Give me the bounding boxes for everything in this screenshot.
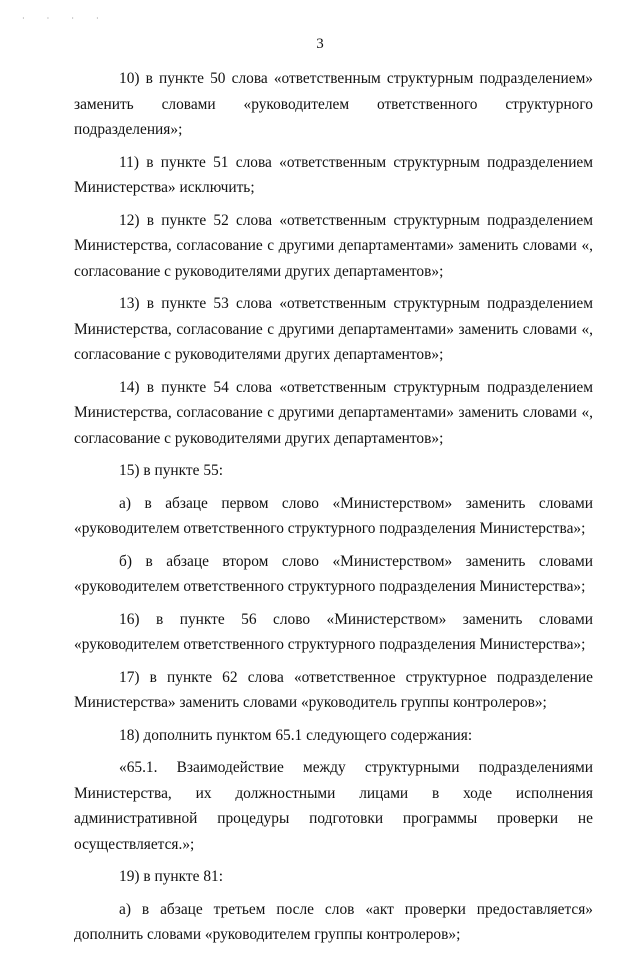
paragraph-item-14: 14) в пункте 54 слова «ответственным структурным подразделением Министерства, согласование с другими департаментами» заменить словами «, согласование с руководителями других департаментов»; — [74, 378, 593, 447]
paragraph-item-15b: б) в абзаце втором слово «Министерством» заменить словами «руководителем ответственного структурного подразделения Министерства»; — [74, 552, 593, 595]
paragraph-item-12: 12) в пункте 52 слова «ответственным структурным подразделением Министерства, согласование с другими департаментами» заменить словами «, согласование с руководителями других департаментов»; — [74, 211, 593, 280]
paragraph-item-18: 18) дополнить пунктом 65.1 следующего содержания: — [119, 726, 473, 744]
document-body — [74, 66, 593, 955]
paragraph-item-13: 13) в пункте 53 слова «ответственным структурным подразделением Министерства, согласование с другими департаментами» заменить словами «, согласование с руководителями других департаментов»; — [74, 295, 593, 363]
paragraph-item-16: 16) в пункте 56 слово «Министерством» заменить словами «руководителем ответственного структурного подразделения Министерства»; — [74, 610, 593, 653]
paragraph-item-19a: а) в абзаце третьем после слов «акт проверки предоставляется» дополнить словами «руководителем группы контролеров»; — [74, 900, 593, 943]
paragraph-item-15: 15) в пункте 55: — [119, 462, 223, 479]
scan-artifact: · · · · — [22, 14, 109, 23]
paragraph-item-11: 11) в пункте 51 слова «ответственным структурным подразделением Министерства» исключить; — [74, 153, 593, 196]
page-number: 3 — [316, 36, 324, 52]
paragraph-item-10: 10) в пункте 50 слова «ответственным структурным подразделением» заменить словами «руководителем ответственного структурного подразделения»; — [74, 70, 593, 138]
paragraph-item-65-1: «65.1. Взаимодействие между структурными подразделениями Министерства, их должностными лицами в ходе исполнения административной процедуры подготовки программы проверки не осуществляется.»; — [74, 759, 593, 853]
paragraph-item-15a: а) в абзаце первом слово «Министерством» заменить словами «руководителем ответственного структурного подразделения Министерства»; — [74, 494, 593, 537]
paragraph-item-17: 17) в пункте 62 слова «ответственное структурное подразделение Министерства» заменить словами «руководитель группы контролеров»; — [74, 668, 593, 711]
paragraph-item-19: 19) в пункте 81: — [119, 868, 223, 885]
